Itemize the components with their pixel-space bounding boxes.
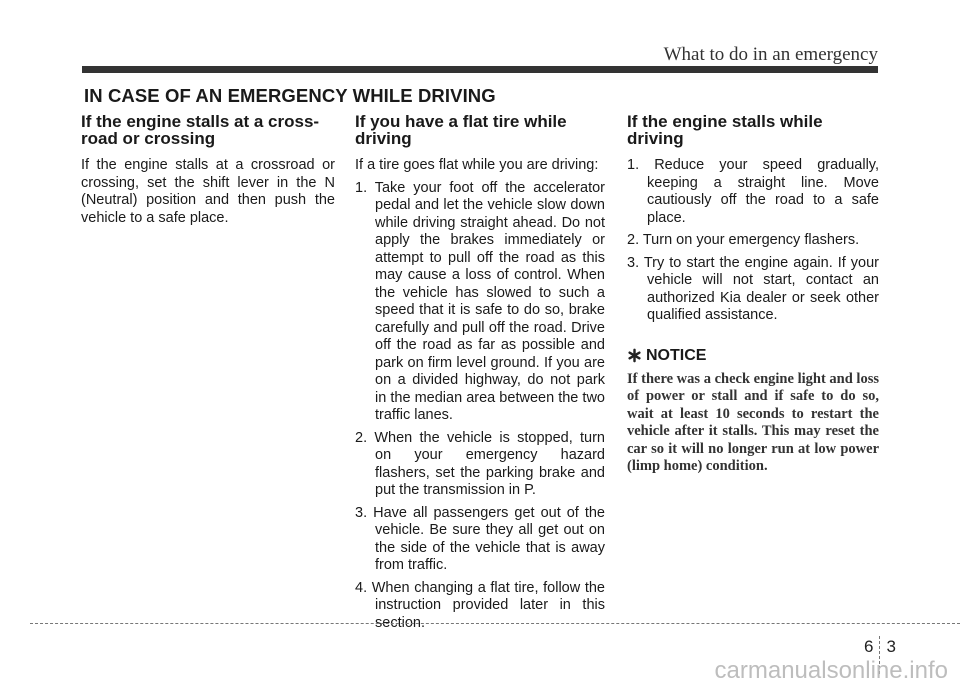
section-title: IN CASE OF AN EMERGENCY WHILE DRIVING [84, 85, 496, 106]
engine-stalls-step-1: 1. Reduce your speed gradually, keeping a straight line. Move cautiously off the road to a safe place. [627, 157, 879, 226]
page-index: 3 [886, 637, 896, 656]
engine-stalls-step-3: 3. Try to start the engine again. If your vehicle will not start, contact an authorized Kia dealer or seek other qualified assistance. [627, 254, 879, 323]
flat-tire-step-2: 2. When the vehicle is stopped, turn on your emergency hazard flashers, set the parking brake and put the transmission in P. [355, 429, 605, 498]
flat-tire-intro: If a tire goes flat while you are driving: [355, 157, 599, 173]
column-engine-stalls-driving [627, 113, 879, 476]
header-rule [82, 66, 878, 73]
flat-tire-steps [355, 180, 605, 633]
notice-asterisk-icon [627, 348, 642, 363]
engine-stalls-steps [627, 157, 879, 325]
flat-tire-step-4: 4. When changing a flat tire, follow the instruction provided later in this section. [355, 579, 605, 631]
flat-tire-step-1: 1. Take your foot off the accelerator pedal and let the vehicle slow down while driving straight ahead. Do not apply the brakes immediately or attempt to pull off the road as this may cause a loss of control. When the vehicle has slowed to such a speed that it is safe to do so, brake carefully and pull off the road. Drive off the road as far as possible and park on firm level ground. If you are on a divided highway, do not park in the median area between the two traffic lanes. [355, 179, 605, 423]
notice-title: NOTICE [646, 346, 707, 364]
engine-stalls-step-2: 2. Turn on your emergency flashers. [627, 232, 860, 248]
paragraph-engine-stalls-crossing: If the engine stalls at a crossroad or crossing, set the shift lever in the N (Neutral) position and then push the vehicle to a safe place. [81, 157, 335, 226]
column-flat-tire [355, 113, 605, 637]
column-engine-stalls-crossing [81, 113, 335, 227]
heading-engine-stalls-driving: If the engine stalls while driving [627, 112, 823, 148]
notice-heading [627, 347, 879, 365]
flat-tire-step-3: 3. Have all passengers get out of the vehicle. Be sure they all get out on the side of the vehicle that is away from traffic. [355, 504, 605, 573]
chapter-title: What to do in an emergency [663, 44, 878, 65]
watermark: carmanualsonline.info [714, 657, 948, 684]
footer-rule [30, 623, 960, 624]
heading-engine-stalls-crossing: If the engine stalls at a cross-road or crossing [81, 112, 320, 148]
notice-body: If there was a check engine light and loss of power or stall and if safe to do so, wait at least 10 seconds to restart the vehicle after it stalls. This may reset the car so it will no longer run at low power (limp home) condition. [627, 370, 879, 474]
heading-flat-tire: If you have a flat tire while driving [355, 112, 567, 148]
chapter-number: 6 [864, 637, 874, 656]
